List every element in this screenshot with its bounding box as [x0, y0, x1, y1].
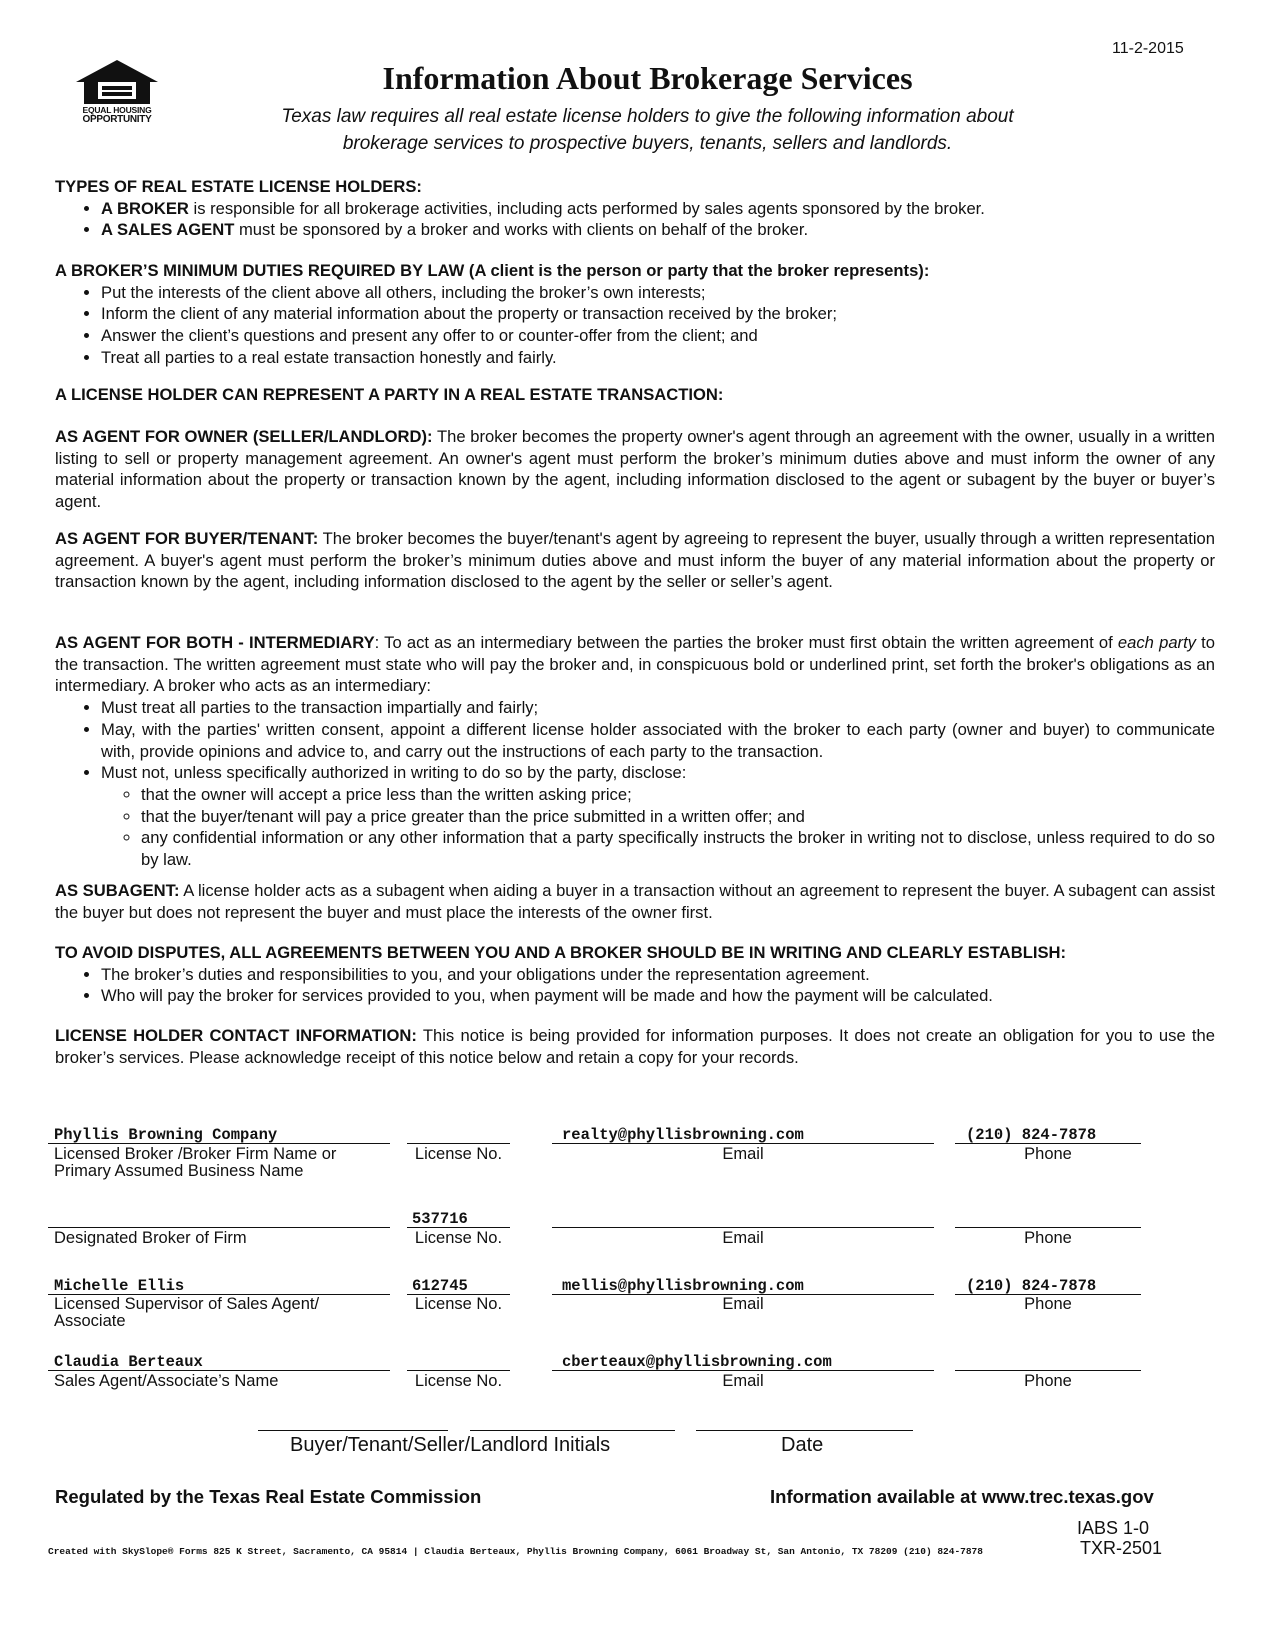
subtitle-line-2: brokerage services to prospective buyers, tenants, sellers and landlords. — [342, 133, 953, 154]
form-id: IABS 1-0 — [1077, 1518, 1150, 1538]
field-line — [552, 1370, 934, 1371]
page-title: Information About Brokerage Services — [382, 60, 913, 96]
list-item: • Treat all parties to a real estate transaction honestly and fairly. — [101, 347, 1215, 369]
field-line — [552, 1227, 934, 1228]
list-item: • Put the interests of the client above all others, including the broker’s own interests; — [101, 282, 1215, 304]
sub-list-item: ◦ that the owner will accept a price less than the written asking price; — [141, 784, 1215, 806]
subagent-section: AS SUBAGENT: A license holder acts as a subagent when aiding a buyer in a transaction without an agreement to represent the buyer. A subagent can assist the buyer but does not represent the buyer and must place the interests of the owner first. — [55, 881, 1215, 922]
subtitle-line-1: Texas law requires all real estate license holders to give the following information about — [281, 106, 1014, 127]
broker-firm-phone-field[interactable]: (210) 824-7878 — [966, 1126, 1097, 1144]
list-item: • Must treat all parties to the transaction impartially and fairly; — [101, 697, 1215, 719]
created-with-note: Created with SkySlope® Forms 825 K Street, Sacramento, CA 95814 | Claudia Berteaux, Phyllis Browning Company, 6061 Broadway St, San Antonio, TX 78209 (210) 824-7878 — [48, 1546, 983, 1557]
phone-label: Phone — [1024, 1295, 1072, 1313]
page-subtitle — [0, 103, 1275, 157]
supervisor-name-field[interactable]: Michelle Ellis — [54, 1277, 185, 1295]
license-label: License No. — [414, 1295, 503, 1313]
field-line — [955, 1143, 1141, 1144]
list-item: • Who will pay the broker for services provided to you, when payment will be made and how the payment will be calculated. — [101, 985, 1215, 1007]
list-item: • A SALES AGENT must be sponsored by a broker and works with clients on behalf of the broker. — [101, 219, 1215, 241]
sales-agent-label: Sales Agent/Associate’s Name — [54, 1372, 279, 1390]
broker-firm-name-field[interactable]: Phyllis Browning Company — [54, 1126, 278, 1144]
field-line — [48, 1227, 390, 1228]
types-section — [55, 176, 1215, 241]
broker-firm-email-field[interactable]: realty@phyllisbrowning.com — [562, 1126, 804, 1144]
footer-info-link[interactable]: Information available at www.trec.texas.gov — [770, 1486, 1154, 1507]
list-item: • A BROKER is responsible for all brokerage activities, including acts performed by sales agents sponsored by the broker. — [101, 198, 1215, 220]
field-line — [407, 1143, 510, 1144]
footer-regulated: Regulated by the Texas Real Estate Commission — [55, 1486, 482, 1507]
form-code: TXR-2501 — [1080, 1538, 1163, 1558]
logo-text-1: EQUAL HOUSING — [82, 105, 152, 115]
field-line — [48, 1370, 390, 1371]
types-heading: TYPES OF REAL ESTATE LICENSE HOLDERS: — [55, 177, 422, 196]
supervisor-license-field[interactable]: 612745 — [412, 1277, 468, 1295]
email-label: Email — [722, 1145, 764, 1163]
initials-line-2[interactable] — [470, 1430, 675, 1431]
date-label: Date — [781, 1434, 824, 1456]
field-line — [407, 1227, 510, 1228]
form-date: 11-2-2015 — [1112, 40, 1184, 57]
broker-firm-label: Licensed Broker /Broker Firm Name or Primary Assumed Business Name — [54, 1145, 337, 1180]
field-line — [407, 1370, 510, 1371]
owner-section: AS AGENT FOR OWNER (SELLER/LANDLORD): The broker becomes the property owner's agent through an agreement with the owner, usually in a written listing to sell or property management agreement. An owner's agent must perform the broker’s minimum duties above and must inform the owner of any material information about the property or transaction known by the agent, including information disclosed to the agent or subagent by the buyer or buyer’s agent. — [55, 427, 1215, 512]
duties-heading: A BROKER’S MINIMUM DUTIES REQUIRED BY LAW (A client is the person or party that the broker represents): — [55, 261, 930, 280]
phone-label: Phone — [1024, 1372, 1072, 1390]
logo-text-2: OPPORTUNITY — [82, 114, 152, 125]
supervisor-phone-field[interactable]: (210) 824-7878 — [966, 1277, 1097, 1295]
email-label: Email — [722, 1229, 764, 1247]
email-label: Email — [722, 1372, 764, 1390]
supervisor-label: Licensed Supervisor of Sales Agent/ Associate — [54, 1295, 320, 1330]
license-label: License No. — [414, 1372, 503, 1390]
contact-section: LICENSE HOLDER CONTACT INFORMATION: This notice is being provided for information purposes. It does not create an obligation for you to use the broker’s services. Please acknowledge receipt of this notice below and retain a copy for your records. — [55, 1026, 1215, 1067]
sales-agent-email-field[interactable]: cberteaux@phyllisbrowning.com — [562, 1353, 832, 1371]
supervisor-email-field[interactable]: mellis@phyllisbrowning.com — [562, 1277, 804, 1295]
initials-line-1[interactable] — [258, 1430, 448, 1431]
phone-label: Phone — [1024, 1145, 1072, 1163]
field-line — [955, 1227, 1141, 1228]
phone-label: Phone — [1024, 1229, 1072, 1247]
list-item: • May, with the parties' written consent, appoint a different license holder associated with the broker to each party (owner and buyer) to communicate with, provide opinions and advice to, and carry out the instructions of each party to the transaction. — [101, 719, 1215, 762]
intermediary-section: AS AGENT FOR BOTH - INTERMEDIARY: To act as an intermediary between the parties the broker must first obtain the written agreement of each party to the transaction. The written agreement must state who will pay the broker and, in conspicuous bold or underlined print, set forth the broker's obligations as an intermediary. A broker who acts as an intermediary: • Must treat all parties to the transaction impartially and fairly; • May, with the parties' written consent, appoint a different license holder associated with the broker to each party (owner and buyer) to communicate with, provide opinions and advice to, and carry out the instructions of each party to the transaction. • Must not, unless specifically authorized in writing to do so by the party, disclose: ◦ that the owner will accept a price less than the written asking price; ◦ that the buyer/tenant will pay a price greater than the price submitted in a written offer; and ◦ any confidential information or any other information that a party specifically instructs the broker in writing not to disclose, unless required to do so by law. — [55, 632, 1215, 871]
designated-broker-label: Designated Broker of Firm — [54, 1229, 247, 1247]
list-item: • Inform the client of any material information about the property or transaction received by the broker; — [101, 303, 1215, 325]
list-item: • Must not, unless specifically authorized in writing to do so by the party, disclose: ◦ that the owner will accept a price less than the written asking price; ◦ that the buyer/tenant will pay a price greater than the price submitted in a written offer; and ◦ any confidential information or any other information that a party specifically instructs the broker in writing not to disclose, unless required to do so by law. — [101, 762, 1215, 871]
sub-list-item: ◦ any confidential information or any other information that a party specifically instructs the broker in writing not to disclose, unless required to do so by law. — [141, 827, 1215, 870]
license-label: License No. — [414, 1145, 503, 1163]
duties-section — [55, 260, 1215, 369]
field-line — [552, 1143, 934, 1144]
initials-label: Buyer/Tenant/Seller/Landlord Initials — [290, 1434, 611, 1456]
list-item: • The broker’s duties and responsibilities to you, and your obligations under the representation agreement. — [101, 964, 1215, 986]
license-label: License No. — [414, 1229, 503, 1247]
list-item: • Answer the client’s questions and present any offer to or counter-offer from the client; and — [101, 325, 1215, 347]
designated-broker-license-field[interactable]: 537716 — [412, 1210, 468, 1228]
sales-agent-name-field[interactable]: Claudia Berteaux — [54, 1353, 203, 1371]
field-line — [48, 1143, 390, 1144]
represent-heading: A LICENSE HOLDER CAN REPRESENT A PARTY IN A REAL ESTATE TRANSACTION: — [55, 385, 724, 404]
disputes-section — [55, 942, 1215, 1007]
email-label: Email — [722, 1295, 764, 1313]
disputes-heading: TO AVOID DISPUTES, ALL AGREEMENTS BETWEEN YOU AND A BROKER SHOULD BE IN WRITING AND CLEARLY ESTABLISH: — [55, 943, 1067, 962]
date-line[interactable] — [696, 1430, 913, 1431]
field-line — [955, 1370, 1141, 1371]
sub-list-item: ◦ that the buyer/tenant will pay a price greater than the price submitted in a written offer; and — [141, 806, 1215, 828]
buyer-section: AS AGENT FOR BUYER/TENANT: The broker becomes the buyer/tenant's agent by agreeing to represent the buyer, usually through a written representation agreement. A buyer's agent must perform the broker’s minimum duties above and must inform the buyer of any material information about the property or transaction known by the agent, including information disclosed to the agent by the seller or seller’s agent. — [55, 529, 1215, 592]
